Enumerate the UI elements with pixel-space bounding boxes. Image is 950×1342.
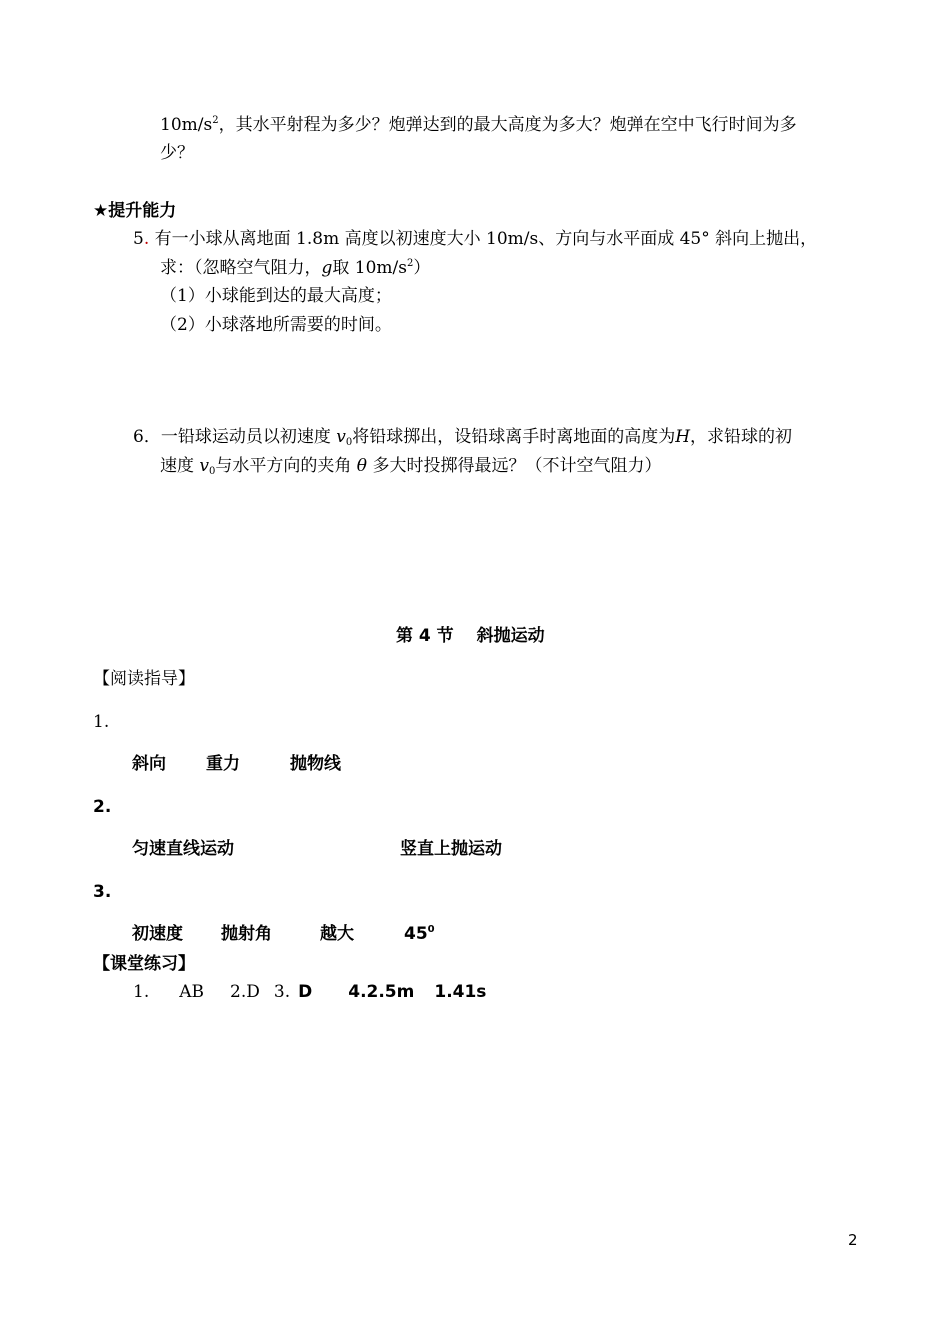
classroom-answer-item: 2.D (230, 982, 260, 1002)
answer-row-2 (132, 837, 234, 861)
q5-sub-1: （1）小球能到达的最大高度； (160, 286, 392, 306)
q5-dot: . (143, 229, 150, 249)
classroom-answer-item: D (298, 982, 313, 1002)
answer-item: 抛物线 (290, 754, 341, 774)
q5-line-1 (133, 227, 817, 251)
answer-item: 初速度 (132, 924, 183, 944)
answer-item: 抛射角 (221, 924, 272, 944)
answer-item: 匀速直线运动 (132, 839, 234, 859)
q5-text: 有一小球从离地面 1.8m 高度以初速度大小 10m/s、方向与水平面成 45° 斜向上抛出， (149, 229, 818, 249)
q5-text: 取 10m/s (332, 258, 407, 278)
answer-row-2b (400, 837, 502, 861)
section-improve-heading: ★提升能力 (93, 201, 177, 221)
page-number: 2 (848, 1231, 858, 1249)
answer-item: 竖直上抛运动 (400, 839, 502, 859)
q5-g: g (321, 258, 333, 278)
q5-text: ） (413, 258, 431, 278)
q5-number: 5 (133, 229, 144, 249)
q6-text: ，求铅球的初 (690, 427, 793, 447)
q5-sup: 2 (407, 258, 414, 269)
q6-v: v (336, 427, 346, 447)
answer-item: 重力 (206, 754, 240, 774)
classroom-answer-item: 1.41s (434, 982, 487, 1002)
answer-item: 45 (404, 924, 428, 944)
answer-sup: 0 (427, 924, 435, 935)
reading-guide-heading: 【阅读指导】 (93, 669, 195, 689)
q6-line-1 (133, 425, 792, 449)
answer-number-2: 2. (93, 797, 112, 817)
q5-sub-2: （2）小球落地所需要的时间。 (160, 315, 392, 335)
q6-sub: 0 (345, 437, 353, 448)
classroom-answers (133, 980, 486, 1004)
classroom-answer-item: 4.2.5m (348, 982, 415, 1002)
q4-sup: 2 (212, 115, 219, 126)
section-title: 第 4 节 斜抛运动 (396, 626, 545, 646)
classroom-answer-item: 1. (133, 982, 150, 1002)
classroom-answer-item: AB (179, 982, 205, 1002)
answer-item: 越大 (320, 924, 354, 944)
q6-v: v (199, 456, 210, 476)
q6-H: H (675, 427, 691, 447)
q6-text: 与水平方向的夹角 (215, 456, 357, 476)
q5-text: 求：（忽略空气阻力， (160, 258, 322, 278)
q6-theta: θ (356, 456, 368, 476)
q5-line-2 (160, 256, 430, 280)
q6-text: 6．一铅球运动员以初速度 (133, 427, 337, 447)
q4-text: ，其水平射程为多少？炮弹达到的最大高度为多大？炮弹在空中飞行时间为多 (218, 115, 797, 135)
answer-number-3: 3. (93, 882, 112, 902)
answer-row-1 (132, 752, 341, 776)
answer-row-3 (132, 922, 435, 946)
classroom-heading: 【课堂练习】 (93, 954, 195, 974)
q6-line-2 (160, 454, 661, 478)
q4-line-2: 少？ (160, 143, 194, 163)
q6-text: 速度 (160, 456, 200, 476)
q6-sub: 0 (209, 466, 216, 477)
answer-item: 斜向 (132, 754, 166, 774)
q4-line-1 (160, 113, 797, 137)
q4-text: 10m/s (160, 115, 213, 135)
q6-text: 多大时投掷得最远？（不计空气阻力） (367, 456, 662, 476)
classroom-answer-item: 3. (273, 982, 291, 1002)
q6-text: 将铅球掷出，设铅球离手时离地面的高度为 (352, 427, 676, 447)
answer-number-1: 1. (93, 712, 110, 732)
